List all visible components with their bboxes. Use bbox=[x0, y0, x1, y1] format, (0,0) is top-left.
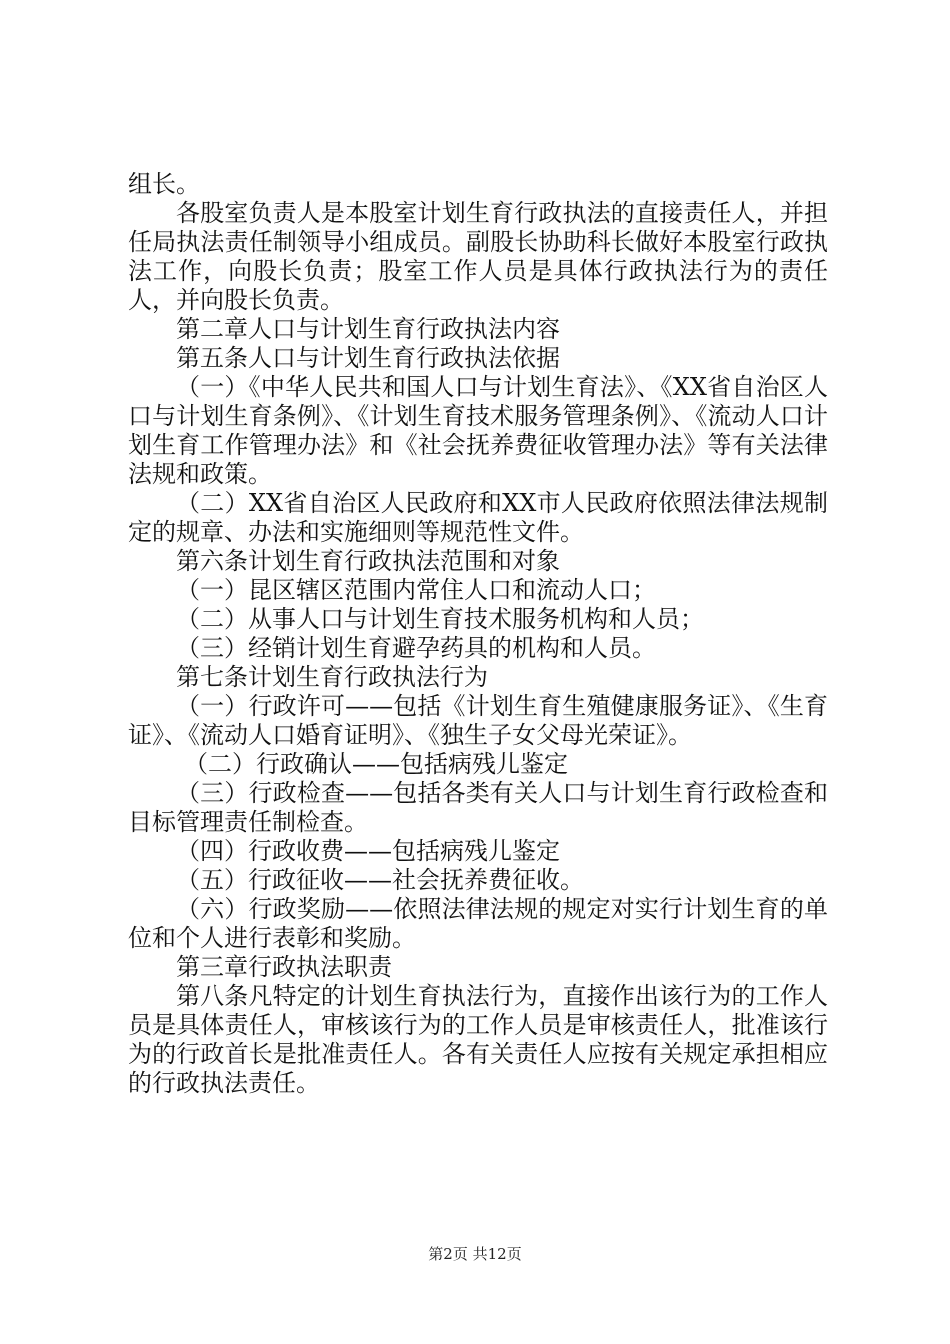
paragraph-act-4: （四）行政收费——包括病残儿鉴定 bbox=[176, 837, 560, 865]
chapter-heading-3: 第三章行政执法职责 bbox=[176, 953, 392, 981]
chapter-heading-2: 第二章人口与计划生育行政执法内容 bbox=[176, 315, 560, 343]
paragraph-act-1: （一）行政许可——包括《计划生育生殖健康服务证》、《生育证》、《流动人口婚育证明》、《独生子女父母光荣证》。 bbox=[128, 692, 828, 749]
article-heading-5: 第五条人口与计划生育行政执法依据 bbox=[176, 344, 560, 372]
paragraph-scope-2: （二）从事人口与计划生育技术服务机构和人员； bbox=[176, 605, 704, 633]
page-number-footer: 第2页 共12页 bbox=[428, 1245, 522, 1263]
document-body bbox=[128, 170, 828, 1098]
paragraph-scope-1: （一）昆区辖区范围内常住人口和流动人口； bbox=[176, 576, 656, 604]
paragraph-article-8: 第八条凡特定的计划生育执法行为，直接作出该行为的工作人员是具体责任人，审核该行为的工作人员是审核责任人，批准该行为的行政首长是批准责任人。各有关责任人应按有关规定承担相应的行政执法责任。 bbox=[128, 982, 828, 1097]
article-heading-7: 第七条计划生育行政执法行为 bbox=[176, 663, 488, 691]
paragraph-act-3: （三）行政检查——包括各类有关人口与计划生育行政检查和目标管理责任制检查。 bbox=[128, 779, 828, 836]
paragraph-scope-3: （三）经销计划生育避孕药具的机构和人员。 bbox=[176, 634, 656, 662]
paragraph-basis-2: （二）XX省自治区人民政府和XX市人民政府依照法律法规制定的规章、办法和实施细则等规范性文件。 bbox=[128, 489, 828, 546]
article-heading-6: 第六条计划生育行政执法范围和对象 bbox=[176, 547, 560, 575]
paragraph-act-5: （五）行政征收——社会抚养费征收。 bbox=[176, 866, 584, 894]
paragraph-basis-1: （一）《中华人民共和国人口与计划生育法》、《XX省自治区人口与计划生育条例》、《计划生育技术服务管理条例》、《流动人口计划生育工作管理办法》和《社会抚养费征收管理办法》等有关法律法规和政策。 bbox=[128, 373, 828, 488]
paragraph-act-2: （二）行政确认——包括病残儿鉴定 bbox=[184, 750, 568, 778]
paragraph-responsibility: 各股室负责人是本股室计划生育行政执法的直接责任人，并担任局执法责任制领导小组成员。副股长协助科长做好本股室行政执法工作，向股长负责；股室工作人员是具体行政执法行为的责任人，并向股长负责。 bbox=[128, 199, 828, 314]
paragraph-continuation: 组长。 bbox=[128, 170, 200, 198]
paragraph-act-6: （六）行政奖励——依照法律法规的规定对实行计划生育的单位和个人进行表彰和奖励。 bbox=[128, 895, 828, 952]
